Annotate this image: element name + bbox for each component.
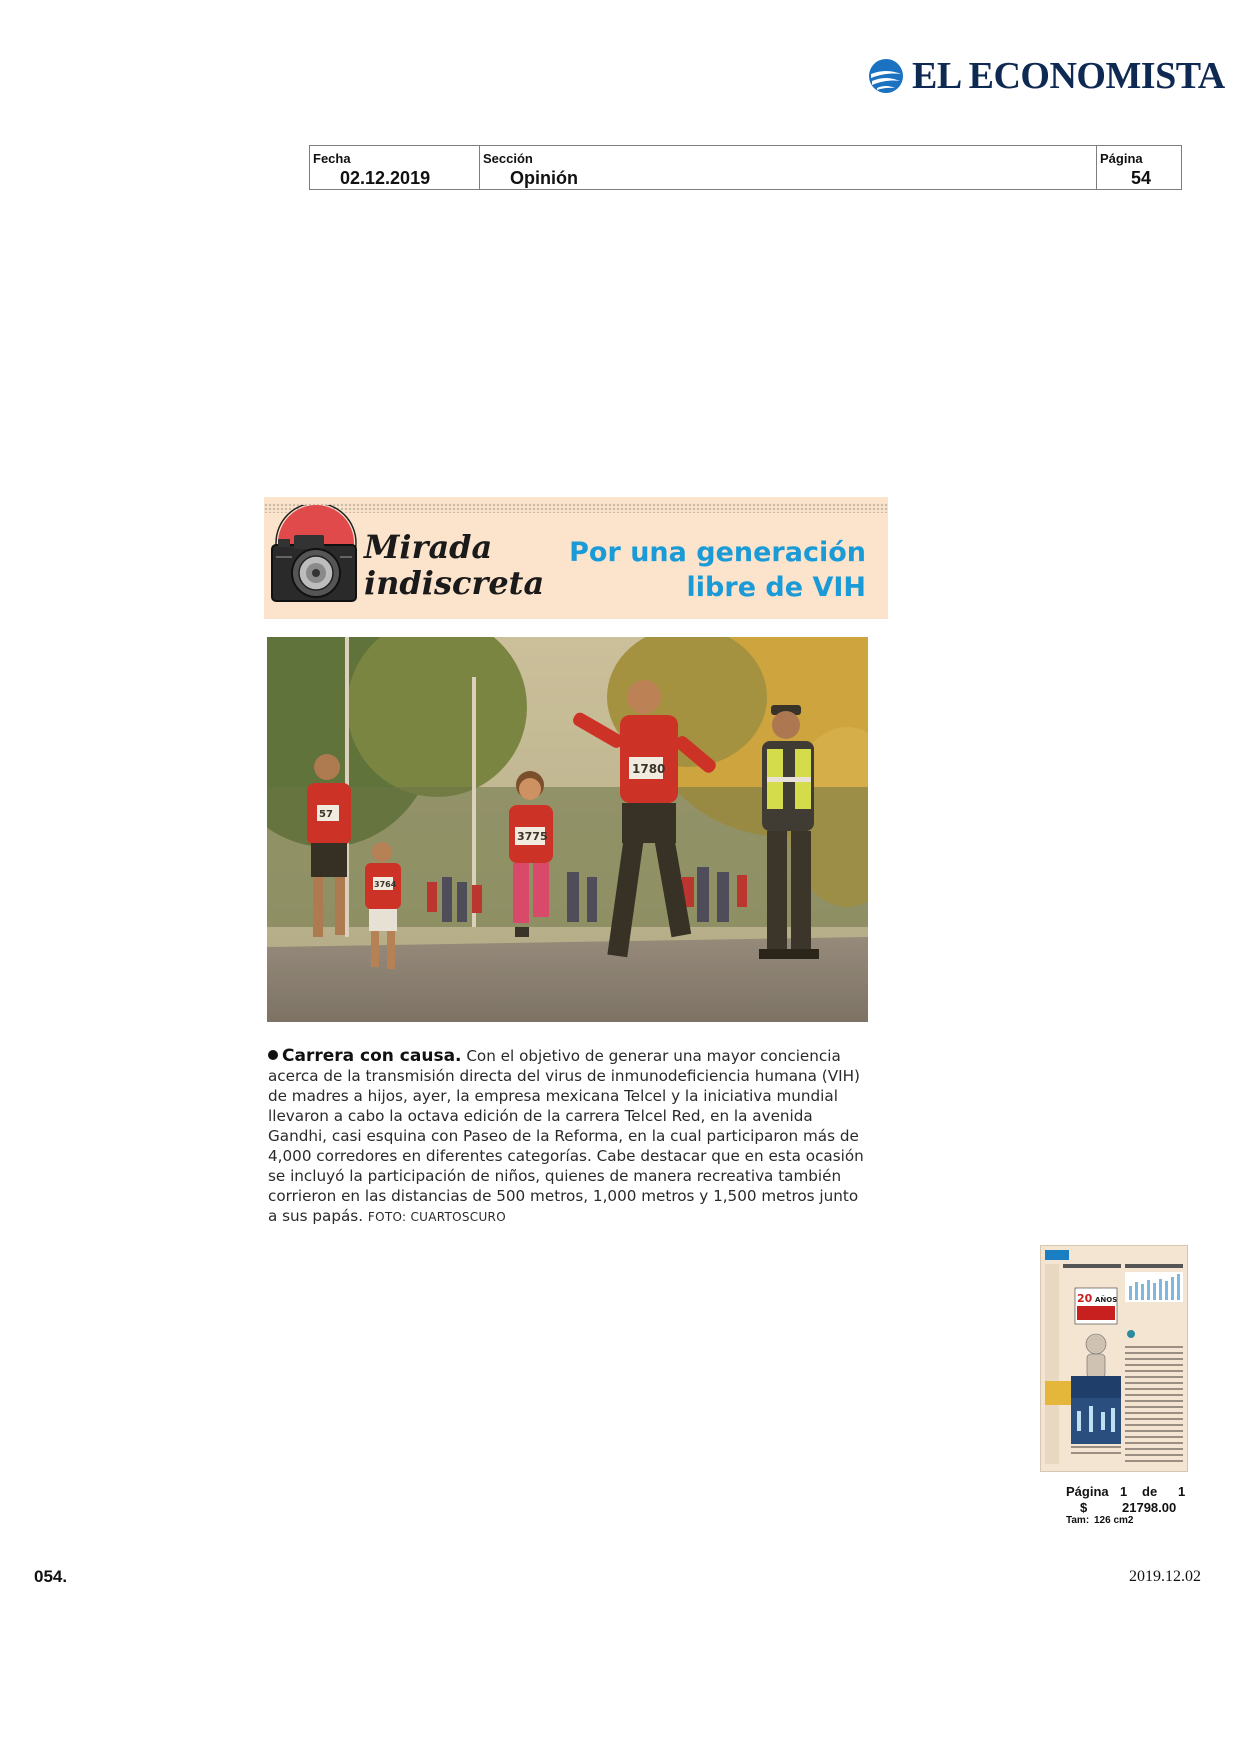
bullet-icon — [268, 1050, 278, 1060]
masthead-title: EL ECONOMISTA — [912, 55, 1225, 97]
fecha-cell — [310, 146, 480, 189]
pagina-value: 54 — [1131, 168, 1152, 188]
section-banner — [264, 497, 888, 619]
photo-caption — [268, 1046, 868, 1227]
price-row — [1066, 1500, 1196, 1515]
svg-text:20: 20 — [1077, 1292, 1093, 1305]
size-value: 126 cm2 — [1094, 1515, 1134, 1526]
masthead — [868, 52, 1228, 100]
caption-lead: Carrera con causa. — [282, 1046, 462, 1066]
fecha-label: Fecha — [313, 151, 351, 166]
info-table — [309, 145, 1182, 190]
pagina-cell — [1097, 146, 1181, 189]
currency-symbol: $ — [1080, 1500, 1088, 1515]
page-count-row — [1066, 1484, 1196, 1500]
page-current: 1 — [1120, 1484, 1128, 1499]
photo-credit: FOTO: CUARTOSCURO — [367, 1210, 506, 1224]
page-de-label: de — [1142, 1484, 1158, 1499]
pagina-label: Página — [1100, 151, 1143, 166]
price-amount: 21798.00 — [1122, 1500, 1177, 1515]
page-thumbnail — [1040, 1245, 1188, 1472]
svg-text:AÑOS: AÑOS — [1095, 1296, 1118, 1304]
bib-number: 3775 — [517, 830, 548, 843]
footer-date: 2019.12.02 — [1129, 1568, 1201, 1585]
page-total: 1 — [1178, 1484, 1186, 1499]
page-number: 054. — [34, 1567, 68, 1586]
page-info — [1066, 1484, 1196, 1527]
size-label: Tam: — [1066, 1515, 1090, 1526]
thumbnail-illustration — [1041, 1246, 1188, 1472]
seccion-label: Sección — [483, 151, 533, 166]
bib-number: 1780 — [632, 762, 666, 776]
seccion-value: Opinión — [510, 168, 578, 188]
banner-title: Mirada indiscreta — [364, 528, 545, 602]
race-photo — [267, 637, 868, 1022]
fecha-value: 02.12.2019 — [340, 168, 431, 188]
banner-subtitle: Por una generación libre de VIH — [569, 537, 866, 603]
bib-number: 3764 — [374, 880, 397, 889]
bib-number: 57 — [319, 809, 333, 820]
camera-icon — [266, 505, 362, 617]
race-photo-illustration — [267, 637, 868, 1022]
caption-body: Con el objetivo de generar una mayor conciencia acerca de la transmisión directa del virus de inmunodeficiencia humana (VIH) de madres a hijos, ayer, la empresa mexicana Telcel y la iniciativa mundial llevaron a cabo la octava edición de la carrera Telcel Red, en la avenida Gandhi, casi esquina con Paseo de la Reforma, en la cual participaron más de 4,000 corredores en diferentes categorías. Cabe destacar que en esta ocasión se incluyó la participación de niños, quienes de manera recreativa también corrieron en las distancias de 500 metros, 1,000 metros y 1,500 metros junto a sus papás. — [268, 1047, 864, 1225]
size-row — [1066, 1515, 1196, 1527]
page-label: Página — [1066, 1484, 1109, 1499]
globe-logo-icon — [868, 58, 904, 94]
seccion-cell — [480, 146, 1097, 189]
